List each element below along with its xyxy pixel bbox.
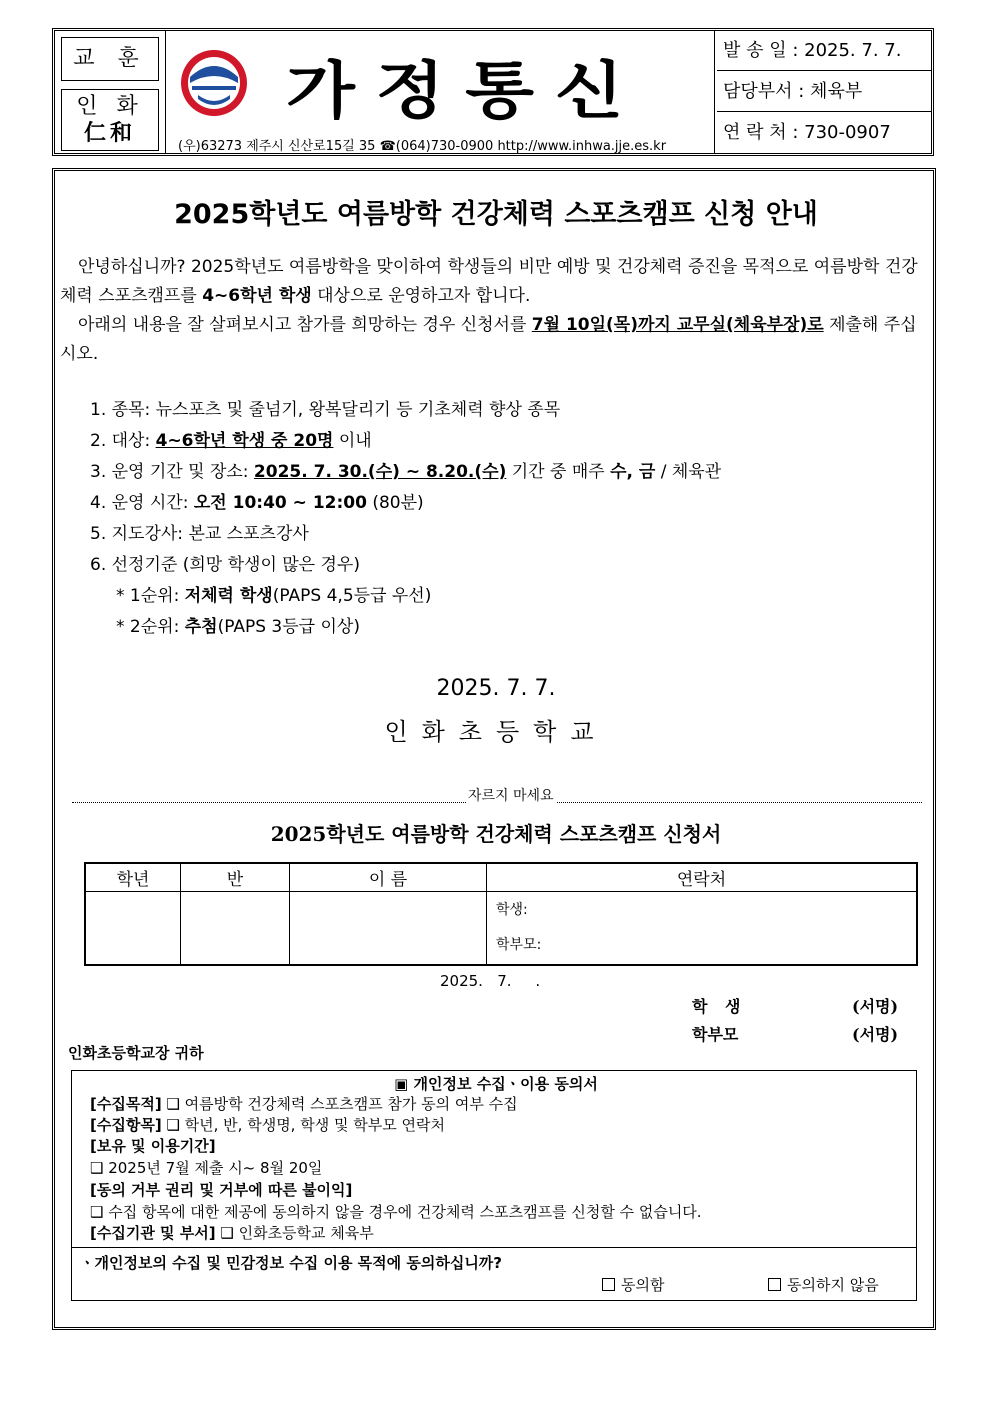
privacy-period: ❑ 2025년 7월 제출 시~ 8월 20일 [90,1159,323,1177]
intro-paragraph [60,253,930,311]
student-sign-label: 학 생 [692,997,747,1016]
criteria-first-value: 저체력 학생 [184,586,273,606]
motto-label: 교 훈 [61,37,159,81]
agree-label: 동의함 [621,1276,665,1294]
intro-target: 4~6학년 학생 [202,286,312,306]
col-name: 이 름 [290,863,487,892]
cut-label: 자르지 마세요 [466,785,556,805]
org-text: ❑ 인화초등학교 체육부 [220,1224,374,1242]
item-sport: 1. 종목: 뉴스포츠 및 줄넘기, 왕복달리기 등 기초체력 향상 종목 [90,400,561,420]
criteria-first-note: (PAPS 4,5등급 우선) [272,586,432,606]
criteria-second-value: 추첨 [184,617,218,637]
criteria-second [116,612,360,643]
item-time-value: 오전 10:40 ~ 12:00 [193,493,367,513]
newsletter-title: 가정통신 [286,54,645,127]
item-criteria: 6. 선정기준 (희망 학생이 많은 경우) [90,555,360,575]
privacy-refuse-label [90,1180,352,1201]
privacy-title: ▣ 개인정보 수집ㆍ이용 동의서 [394,1075,598,1093]
department: 담당부서 : 체육부 [717,72,931,112]
privacy-refuse: ❑ 수집 항목에 대한 제공에 동의하지 않을 경우에 건강체력 스포츠캠프를 신청할 수 없습니다. [90,1203,702,1221]
col-class: 반 [181,863,290,892]
item-target-suffix: 이내 [333,431,372,451]
table-row [85,892,917,966]
student-contact-label: 학생: [496,902,528,918]
criteria-second-note: (PAPS 3등급 이상) [217,617,360,637]
submission-text-b: 제출해 주십시오. [60,315,917,364]
motto-korean: 인 화 [76,94,144,119]
table-header-row [85,863,917,892]
col-contact: 연락처 [487,863,918,892]
item-time-label: 4. 운영 시간: [90,493,194,513]
submission-deadline: 7월 10일(목)까지 교무실(체육부장)로 [531,315,824,335]
parent-sign-label: 학부모 [692,1025,739,1044]
application-table [84,862,918,966]
item-target [90,426,372,457]
item-time-duration: (80분) [366,493,424,513]
title-area [165,31,715,153]
item-instructor: 5. 지도강사: 본교 스포츠강사 [90,524,309,544]
newsletter-header [52,28,934,156]
logo-bar [192,86,236,90]
parent-sign-field[interactable]: (서명) [852,1025,899,1044]
refuse-label: [동의 거부 권리 및 거부에 따른 불이익] [90,1181,353,1199]
privacy-divider [71,1247,917,1248]
notice-date: 2025. 7. 7. [436,676,556,701]
criteria-second-label: * 2순위: [116,617,185,637]
col-grade: 학년 [85,863,181,892]
disagree-option[interactable] [768,1275,879,1296]
disagree-checkbox[interactable] [768,1278,781,1291]
item-period [90,457,721,488]
contact-field[interactable] [487,892,918,966]
criteria-first [116,581,431,612]
send-date: 발 송 일 : 2025. 7. 7. [717,31,931,71]
criteria-first-label: * 1순위: [116,586,185,606]
submission-paragraph [60,311,930,369]
intro-text-a: 안녕하십니까? 2025학년도 여름방학을 맞이하여 학생들의 비만 예방 및 건강체력 증진을 목적으로 여름방학 건강체력 스포츠캠프를 [60,257,918,306]
motto-hanja: 仁和 [83,120,136,146]
privacy-items [90,1115,445,1136]
parent-contact-label: 학부모: [496,937,542,953]
item-time [90,488,424,519]
notice-title: 2025학년도 여름방학 건강체력 스포츠캠프 신청 안내 [174,199,818,230]
item-target-label: 2. 대상: [90,431,156,451]
student-sign-field[interactable]: (서명) [852,997,899,1016]
items-label: [수집항목] [90,1116,162,1134]
item-period-dates: 2025. 7. 30.(수) ~ 8.20.(수) [253,462,507,482]
items-text: ❑ 학년, 반, 학생명, 학생 및 학부모 연락처 [166,1116,445,1134]
purpose-label: [수집목적] [90,1095,162,1113]
privacy-question: ㆍ개인정보의 수집 및 민감정보 수집 이용 목적에 동의하십니까? [80,1254,502,1272]
item-period-label: 3. 운영 기간 및 장소: [90,462,254,482]
recipient: 인화초등학교장 귀하 [68,1044,204,1062]
org-label: [수집기관 및 부서] [90,1224,216,1242]
form-title: 2025학년도 여름방학 건강체력 스포츠캠프 신청서 [270,822,722,846]
motto-box [61,89,159,151]
school-address: (우)63273 제주시 신산로15길 35 ☎(064)730-0900 http://www.inhwa.jje.es.kr [178,139,667,154]
item-period-place: / 체육관 [655,462,722,482]
privacy-org [90,1223,374,1244]
disagree-label: 동의하지 않음 [787,1276,879,1294]
school-name: 인화초등학교 [384,718,608,746]
privacy-period-label [90,1136,216,1157]
contact-number: 연 락 처 : 730-0907 [723,122,891,143]
submission-text-a: 아래의 내용을 잘 살펴보시고 참가를 희망하는 경우 신청서를 [78,315,532,335]
item-period-mid: 기간 중 매주 [506,462,611,482]
agree-checkbox[interactable] [602,1278,615,1291]
sign-date: 2025. 7. . [440,972,541,990]
period-label: [보유 및 이용기간] [90,1137,216,1155]
purpose-text: ❑ 여름방학 건강체력 스포츠캠프 참가 동의 여부 수집 [166,1095,518,1113]
item-target-value: 4~6학년 학생 중 20명 [155,431,334,451]
grade-field[interactable] [85,892,181,966]
item-period-days: 수, 금 [610,462,656,482]
agree-option[interactable] [602,1275,664,1296]
school-logo-icon [178,47,250,119]
intro-text-b: 대상으로 운영하고자 합니다. [311,286,531,306]
privacy-purpose [90,1094,518,1115]
class-field[interactable] [181,892,290,966]
name-field[interactable] [290,892,487,966]
